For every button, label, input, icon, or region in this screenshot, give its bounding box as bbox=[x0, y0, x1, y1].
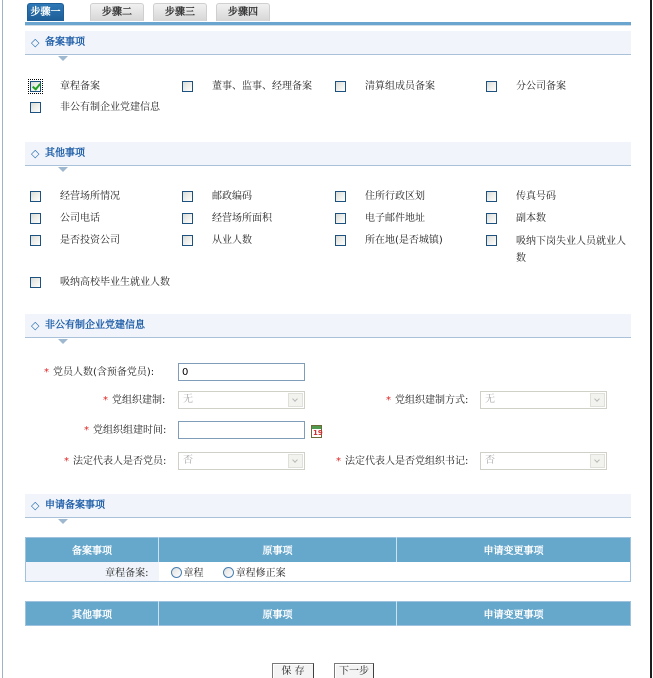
checkbox[interactable] bbox=[30, 102, 41, 113]
checkbox-label: 公司电话 bbox=[60, 213, 100, 224]
checkbox[interactable] bbox=[30, 235, 41, 246]
checkbox-label: 是否投资公司 bbox=[60, 235, 120, 246]
chevron-down-icon[interactable] bbox=[590, 393, 605, 407]
table-row bbox=[26, 562, 631, 582]
required-marker: * bbox=[84, 425, 89, 436]
other-change-table bbox=[25, 601, 631, 626]
select-value: 无 bbox=[485, 394, 495, 405]
legal-rep-secretary-label bbox=[336, 455, 468, 469]
checkbox[interactable] bbox=[335, 191, 346, 202]
select-value: 无 bbox=[183, 394, 193, 405]
checkbox-label: 董事、监事、经理备案 bbox=[212, 81, 312, 92]
radio-button[interactable] bbox=[171, 567, 182, 578]
calendar-day: 19 bbox=[313, 429, 323, 437]
org-setup-label bbox=[103, 394, 165, 408]
checkbox-label: 邮政编码 bbox=[212, 191, 252, 202]
checkbox-label: 经营场所面积 bbox=[212, 213, 272, 224]
label-text: 党组织组建时间: bbox=[93, 425, 167, 436]
checkbox[interactable] bbox=[335, 235, 346, 246]
chevron-down-icon[interactable] bbox=[288, 454, 303, 468]
checkbox[interactable] bbox=[182, 235, 193, 246]
member-count-label bbox=[44, 366, 154, 380]
row-label: 章程备案: bbox=[26, 562, 159, 582]
required-marker: * bbox=[336, 456, 341, 467]
calendar-icon[interactable] bbox=[311, 425, 322, 438]
checkbox[interactable] bbox=[335, 81, 346, 92]
chevron-down-icon[interactable] bbox=[288, 393, 303, 407]
label-text: 党员人数(含预备党员): bbox=[53, 367, 155, 378]
label-text: 党组织建制方式: bbox=[395, 395, 469, 406]
pointer-triangle-icon bbox=[58, 519, 68, 524]
checkbox[interactable] bbox=[486, 235, 497, 246]
legal-rep-member-label bbox=[64, 455, 166, 469]
checkbox-label: 吸纳高校毕业生就业人数 bbox=[60, 277, 170, 288]
radio-label: 章程 bbox=[183, 567, 204, 579]
table-header-row bbox=[26, 602, 631, 626]
select-value: 否 bbox=[183, 455, 193, 466]
checkbox-label: 经营场所情况 bbox=[60, 191, 120, 202]
diamond-icon: ◇ bbox=[31, 147, 40, 160]
pointer-triangle-icon bbox=[58, 56, 68, 61]
section-header-other bbox=[25, 142, 631, 166]
column-header: 申请变更事项 bbox=[397, 602, 631, 626]
checkbox[interactable] bbox=[335, 213, 346, 224]
checkbox-checked[interactable] bbox=[30, 81, 41, 92]
checkbox-label: 分公司备案 bbox=[516, 81, 566, 92]
org-setup-mode-label bbox=[386, 394, 468, 408]
tab-step-4[interactable]: 步骤四 bbox=[216, 3, 270, 21]
required-marker: * bbox=[44, 367, 49, 378]
section-header-apply bbox=[25, 494, 631, 518]
tab-bar-underline bbox=[25, 22, 631, 26]
column-header: 其他事项 bbox=[26, 602, 159, 626]
column-header: 原事项 bbox=[159, 538, 397, 562]
checkbox-label: 非公有制企业党建信息 bbox=[60, 102, 160, 113]
org-founded-time-input[interactable] bbox=[178, 421, 305, 439]
checkbox[interactable] bbox=[182, 81, 193, 92]
section-title: 备案事项 bbox=[45, 37, 85, 48]
required-marker: * bbox=[103, 395, 108, 406]
checkbox-label: 电子邮件地址 bbox=[365, 213, 425, 224]
checkbox-label: 传真号码 bbox=[516, 191, 556, 202]
org-setup-mode-select[interactable] bbox=[480, 391, 607, 409]
legal-rep-member-select[interactable] bbox=[178, 452, 305, 470]
checkbox-label: 吸纳下岗失业人员就业人数 bbox=[516, 236, 626, 264]
diamond-icon: ◇ bbox=[31, 36, 40, 49]
tab-step-1[interactable]: 步骤一 bbox=[27, 3, 64, 21]
org-founded-time-label bbox=[84, 424, 166, 438]
checkbox-label: 住所行政区划 bbox=[365, 191, 425, 202]
tab-step-2[interactable]: 步骤二 bbox=[90, 3, 144, 21]
checkbox[interactable] bbox=[182, 191, 193, 202]
checkbox[interactable] bbox=[182, 213, 193, 224]
label-text: 法定代表人是否党组织书记: bbox=[345, 456, 469, 467]
checkbox[interactable] bbox=[486, 81, 497, 92]
checkbox-label: 副本数 bbox=[516, 213, 546, 224]
section-header-party bbox=[25, 314, 631, 338]
checkbox-label: 从业人数 bbox=[212, 235, 252, 246]
diamond-icon: ◇ bbox=[31, 319, 40, 332]
checkbox-label: 清算组成员备案 bbox=[365, 81, 435, 92]
section-title: 申请备案事项 bbox=[45, 500, 105, 511]
radio-label: 章程修正案 bbox=[235, 567, 286, 579]
pointer-triangle-icon bbox=[58, 167, 68, 172]
next-step-button[interactable]: 下一步 bbox=[334, 663, 374, 678]
tab-step-3[interactable]: 步骤三 bbox=[153, 3, 207, 21]
save-button[interactable]: 保 存 bbox=[272, 663, 314, 678]
checkbox[interactable] bbox=[30, 277, 41, 288]
checkbox-label: 所在地(是否城镇) bbox=[365, 235, 443, 246]
checkbox[interactable] bbox=[30, 191, 41, 202]
chevron-down-icon[interactable] bbox=[590, 454, 605, 468]
radio-button[interactable] bbox=[223, 567, 234, 578]
frame-left-border bbox=[2, 0, 3, 678]
org-setup-select[interactable] bbox=[178, 391, 305, 409]
filing-change-table bbox=[25, 537, 631, 582]
frame-right-border bbox=[650, 0, 652, 678]
checkbox[interactable] bbox=[486, 191, 497, 202]
checkbox[interactable] bbox=[486, 213, 497, 224]
required-marker: * bbox=[64, 456, 69, 467]
checkbox-label: 章程备案 bbox=[60, 81, 100, 92]
radio-group-charter bbox=[159, 562, 631, 582]
select-value: 否 bbox=[485, 455, 495, 466]
section-title: 其他事项 bbox=[45, 148, 85, 159]
diamond-icon: ◇ bbox=[31, 499, 40, 512]
section-header-filing bbox=[25, 31, 631, 55]
checkbox[interactable] bbox=[30, 213, 41, 224]
label-text: 党组织建制: bbox=[112, 395, 166, 406]
section-title: 非公有制企业党建信息 bbox=[45, 320, 145, 331]
column-header: 原事项 bbox=[159, 602, 397, 626]
column-header: 申请变更事项 bbox=[397, 538, 631, 562]
label-text: 法定代表人是否党员: bbox=[73, 456, 167, 467]
radio-option-charter[interactable] bbox=[171, 564, 204, 579]
legal-rep-secretary-select[interactable] bbox=[480, 452, 607, 470]
pointer-triangle-icon bbox=[58, 339, 68, 344]
radio-option-charter-amendment[interactable] bbox=[223, 564, 286, 579]
table-header-row bbox=[26, 538, 631, 562]
required-marker: * bbox=[386, 395, 391, 406]
column-header: 备案事项 bbox=[26, 538, 159, 562]
member-count-input[interactable] bbox=[178, 363, 305, 381]
